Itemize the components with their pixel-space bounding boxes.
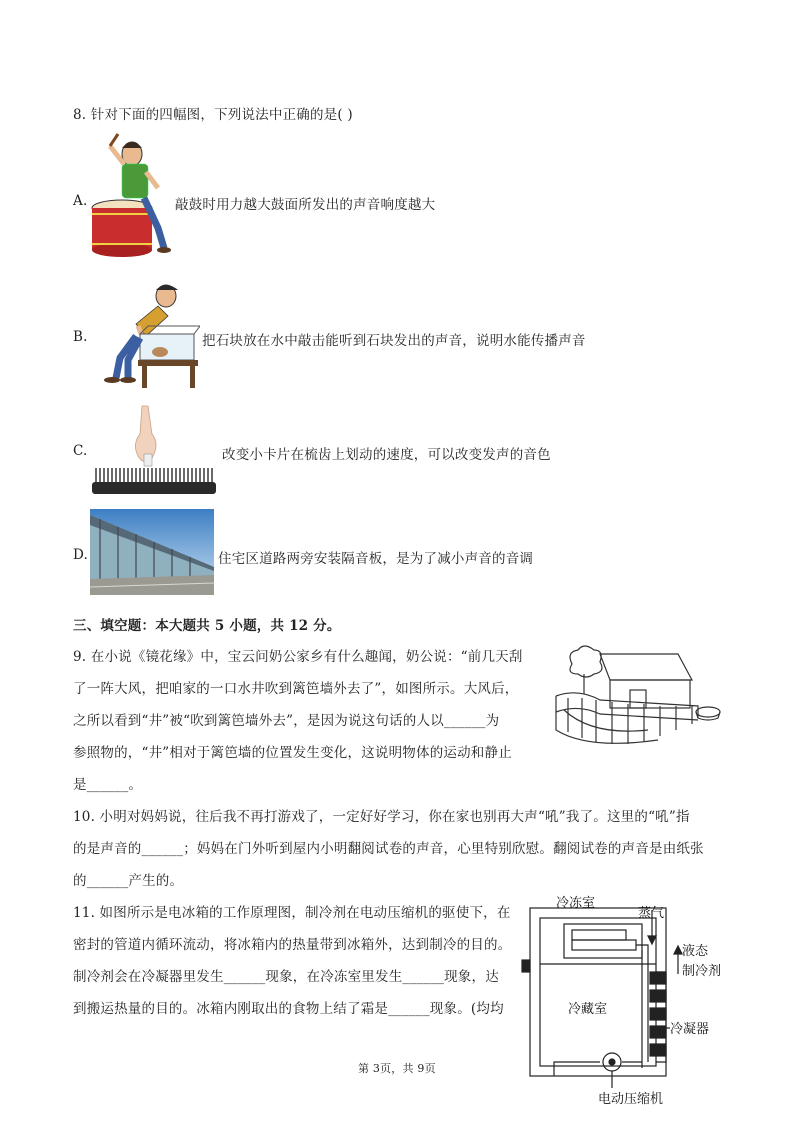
stone-in-water-image	[88, 280, 200, 388]
q8-stem: 8. 针对下面的四幅图，下列说法中正确的是( )	[73, 107, 353, 123]
q9-line-3: 之所以看到“井”被“吹到篱笆墙外去”，是因为说这句话的人以______为	[73, 713, 500, 729]
label-fridge: 冷藏室	[568, 1002, 608, 1017]
option-d-text: 住宅区道路两旁安装隔音板，是为了减小声音的音调	[218, 551, 534, 567]
label-liquid-2: 制冷剂	[682, 964, 722, 979]
q9-line-4: 参照物的，“井”相对于篱笆墙的位置发生变化，这说明物体的运动和静止	[73, 745, 512, 761]
well-fence-image	[548, 640, 726, 752]
option-b-text: 把石块放在水中敲击能听到石块发出的声音，说明水能传播声音	[202, 333, 586, 349]
q9-line-1: 9. 在小说《镜花缘》中，宝云问奶公家乡有什么趣闻，奶公说：“前几天刮	[73, 649, 523, 665]
label-condenser: 冷凝器	[670, 1022, 710, 1037]
q10-line-3: 的______产生的。	[73, 873, 184, 889]
q9-line-5: 是______。	[73, 777, 143, 793]
q11-line-1: 11. 如图所示是电冰箱的工作原理图，制冷剂在电动压缩机的驱使下，在	[73, 905, 511, 921]
page-number: 第 3页，共 9页	[358, 1062, 436, 1075]
option-c-text: 改变小卡片在梳齿上划动的速度，可以改变发声的音色	[222, 447, 551, 463]
option-a-text: 敲鼓时用力越大鼓面所发出的声音响度越大	[175, 197, 436, 213]
q11-line-3: 制冷剂会在冷凝器里发生______现象，在冷冻室里发生______现象，达	[73, 969, 499, 985]
q11-line-4: 到搬运热量的目的。冰箱内刚取出的食物上结了霜是______现象。(均均	[73, 1001, 504, 1017]
label-liquid-1: 液态	[682, 944, 709, 959]
option-d-letter: D.	[73, 547, 89, 563]
label-freezer: 冷冻室	[556, 896, 596, 911]
label-vapor: 蒸气	[638, 906, 665, 921]
option-c-letter: C.	[73, 443, 88, 459]
q9-line-2: 了一阵大风，把咱家的一口水井吹到篱笆墙外去了”，如图所示。大风后，	[73, 681, 519, 697]
comb-card-image	[90, 404, 218, 496]
label-compressor: 电动压缩机	[598, 1092, 664, 1107]
q10-line-1: 10. 小明对妈妈说，往后我不再打游戏了，一定好好学习，你在家也别再大声“吼”我了。这里的“吼”指	[73, 809, 690, 825]
option-b-letter: B.	[73, 329, 88, 345]
option-a-letter: A.	[73, 193, 88, 209]
fridge-diagram	[520, 890, 730, 1115]
sound-barrier-image	[90, 509, 214, 595]
q11-line-2: 密封的管道内循环流动，将冰箱内的热量带到冰箱外，达到制冷的目的。	[73, 937, 512, 953]
q10-line-2: 的是声音的______；妈妈在门外听到屋内小明翻阅试卷的声音，心里特别欣慰。翻阅试卷的声音是由纸张	[73, 841, 704, 857]
drummer-image	[88, 128, 172, 260]
section-heading: 三、填空题：本大题共 5 小题，共 12 分。	[73, 618, 341, 634]
